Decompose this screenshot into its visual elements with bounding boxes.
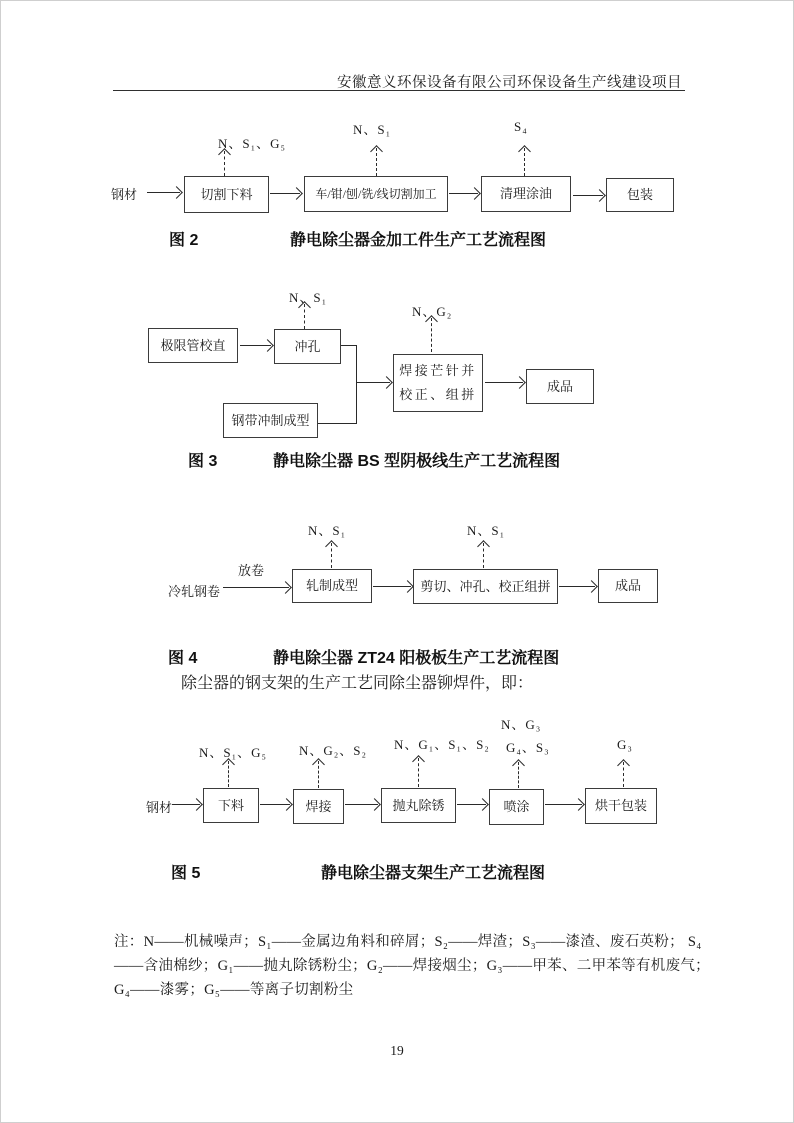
- emission-label: N、S₁: [308, 523, 347, 538]
- note-line: G₄——漆雾；G₅——等离子切割粉尘: [114, 982, 354, 998]
- flow-arrow: [240, 345, 271, 346]
- flow-arrow: [260, 804, 290, 805]
- flow-arrow: [373, 586, 411, 587]
- process-box: [393, 354, 483, 412]
- emission-arrow: [331, 543, 332, 568]
- emission-label: N、G₁、S₁、S₂: [394, 737, 490, 752]
- emission-label: N、S₁: [353, 122, 392, 137]
- header-rule: [113, 90, 685, 91]
- figure-title: 静电除尘器支架生产工艺流程图: [321, 865, 546, 882]
- figure-label: 图 5: [171, 865, 201, 882]
- flow-arrow: [573, 195, 603, 196]
- flow-arrow: [356, 382, 390, 383]
- flow-input-label: 钢材: [146, 800, 173, 815]
- flow-arrow: [545, 804, 582, 805]
- process-box: 冲孔: [274, 329, 341, 364]
- emission-label: N、G₂: [412, 304, 453, 319]
- process-box: 钢带冲制成型: [223, 403, 318, 438]
- emission-arrow: [418, 758, 419, 787]
- emission-label: G₃: [617, 737, 633, 752]
- process-box: 下料: [203, 788, 259, 823]
- process-box: 清理涂油: [481, 176, 571, 212]
- emission-label: N、G₃: [501, 717, 542, 732]
- connector-line: [341, 345, 357, 346]
- flow-arrow: [147, 192, 180, 193]
- figure-title: 静电除尘器 BS 型阴极线生产工艺流程图: [273, 453, 561, 470]
- emission-label: S₄: [514, 119, 528, 134]
- flow-arrow: [345, 804, 378, 805]
- process-box: 车/钳/刨/铣/线切割加工: [304, 176, 448, 212]
- flow-arrow-label: 放卷: [238, 563, 265, 578]
- emission-label: G₄、S₃: [506, 740, 550, 755]
- body-paragraph: 除尘器的钢支架的生产工艺同除尘器铆焊件，即：: [181, 675, 534, 692]
- note-line: 注：N——机械噪声；S₁——金属边角料和碎屑；S₂——焊渣；S₃——漆渣、废石英粉； S₄: [114, 934, 702, 950]
- figure-label: 图 2: [169, 232, 199, 249]
- page-number: 19: [390, 1043, 404, 1058]
- emission-arrow: [524, 148, 525, 176]
- emission-arrow: [304, 304, 305, 329]
- figure-title: 静电除尘器 ZT24 阳极板生产工艺流程图: [273, 650, 560, 667]
- flow-arrow: [172, 804, 200, 805]
- flow-arrow: [270, 193, 300, 194]
- process-box-line: 校正、组拼: [399, 387, 477, 402]
- flow-arrow: [457, 804, 486, 805]
- emission-label: N、S₁: [289, 290, 328, 305]
- emission-arrow: [623, 762, 624, 787]
- process-box: 切割下料: [184, 176, 269, 213]
- emission-arrow: [376, 148, 377, 176]
- process-box: 烘干包装: [585, 788, 657, 824]
- process-box: 剪切、冲孔、校正组拼: [413, 569, 558, 604]
- figure-label: 图 4: [168, 650, 198, 667]
- emission-arrow: [228, 761, 229, 787]
- flow-arrow: [485, 382, 523, 383]
- flow-input-label: 钢材: [111, 187, 138, 202]
- emission-arrow: [224, 151, 225, 176]
- flow-arrow: [559, 586, 595, 587]
- emission-arrow: [483, 543, 484, 568]
- flow-arrow: [223, 587, 289, 588]
- process-box: 包装: [606, 178, 674, 212]
- connector-line: [356, 345, 357, 424]
- emission-label: N、S₁: [467, 523, 506, 538]
- emission-label: N、S₁、G₅: [218, 136, 287, 151]
- figure-title: 静电除尘器金加工件生产工艺流程图: [290, 232, 547, 249]
- flow-arrow: [449, 193, 478, 194]
- emission-arrow: [318, 761, 319, 788]
- emission-label: N、S₁、G₅: [199, 745, 268, 760]
- process-box: 喷涂: [489, 789, 544, 825]
- emission-arrow: [431, 318, 432, 352]
- header-title: 安徽意义环保设备有限公司环保设备生产线建设项目: [337, 75, 682, 91]
- flow-input-label: 冷轧钢卷: [168, 584, 221, 599]
- process-box: 极限管校直: [148, 328, 238, 363]
- process-box-line: 焊接芒针并: [399, 362, 477, 378]
- process-box: 成品: [526, 369, 594, 404]
- process-box: 成品: [598, 569, 658, 603]
- note-line: ——含油棉纱；G₁——抛丸除锈粉尘；G₂——焊接烟尘；G₃——甲苯、二甲苯等有机废气；: [114, 958, 710, 974]
- connector-line: [318, 423, 357, 424]
- process-box: 轧制成型: [292, 569, 372, 603]
- figure-label: 图 3: [188, 453, 218, 470]
- emission-label: N、G₂、S₂: [299, 743, 368, 758]
- process-box: 焊接: [293, 789, 344, 824]
- emission-arrow: [518, 762, 519, 788]
- process-box: 抛丸除锈: [381, 788, 456, 823]
